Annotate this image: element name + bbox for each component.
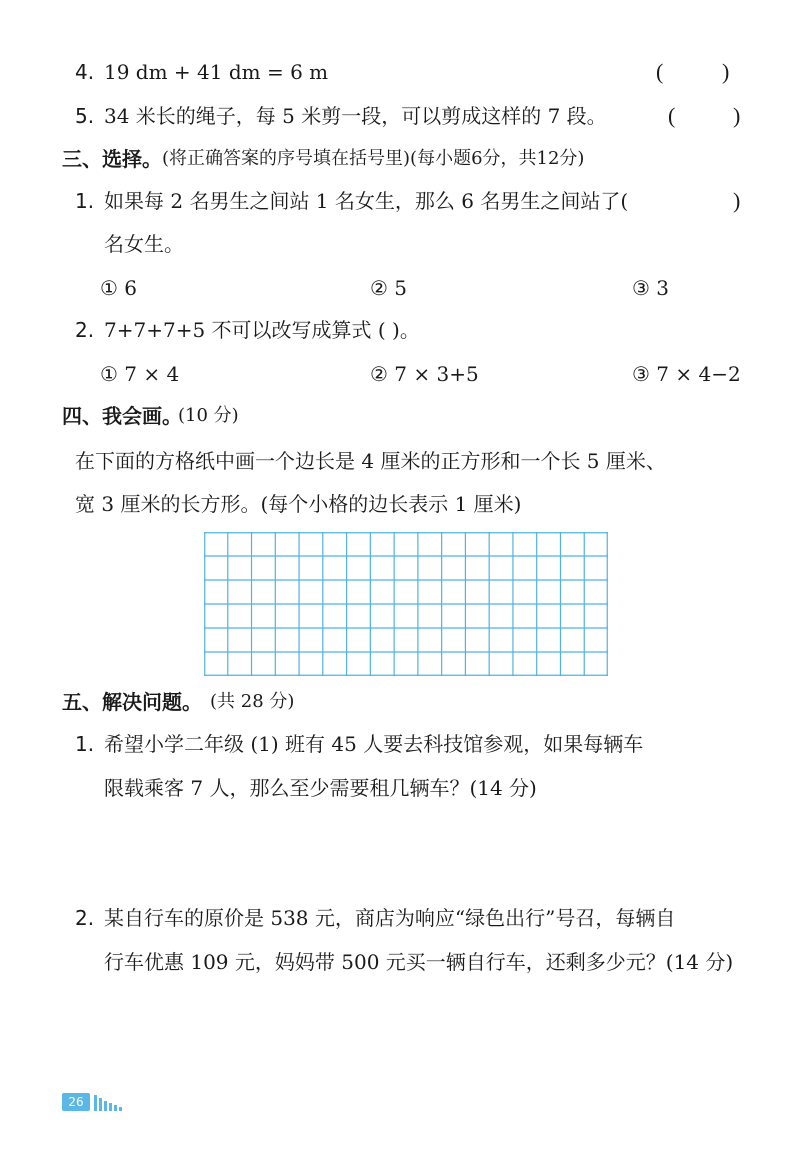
answer-paren-left: ( xyxy=(668,103,676,128)
s5-question-1-line-1 xyxy=(0,724,800,764)
s3-question-1-line-1 xyxy=(0,181,800,221)
question-text: 7+7+7+5 不可以改写成算式 ( )。 xyxy=(104,318,420,342)
question-text: 限载乘客 7 人，那么至少需要租几辆车？(14 分) xyxy=(104,776,537,800)
question-text: 行车优惠 109 元，妈妈带 500 元买一辆自行车，还剩多少元？(14 分) xyxy=(104,950,734,974)
answer-paren-right: ) xyxy=(733,188,741,213)
s3-question-1-line-2 xyxy=(0,224,800,264)
question-number: 2. xyxy=(75,906,95,930)
question-5 xyxy=(0,96,800,136)
option-3: ③ 3 xyxy=(632,276,670,300)
s4-instruction-line-2 xyxy=(0,484,800,524)
s3-question-2-options xyxy=(0,354,800,394)
question-number: 4. xyxy=(75,60,95,84)
s5-question-2-line-2 xyxy=(0,942,800,982)
question-number: 1. xyxy=(75,189,95,213)
page-number: 26 xyxy=(62,1093,90,1111)
question-number: 1. xyxy=(75,732,95,756)
section-title: 四、我会画。 xyxy=(62,404,182,428)
question-number: 2. xyxy=(75,318,95,342)
question-text: 19 dm + 41 dm = 6 m xyxy=(104,60,329,84)
grid-paper[interactable] xyxy=(204,532,608,676)
bars-decoration-icon xyxy=(94,1093,124,1111)
instruction-text: 在下面的方格纸中画一个边长是 4 厘米的正方形和一个长 5 厘米、 xyxy=(75,449,666,473)
question-text: 34 米长的绳子，每 5 米剪一段，可以剪成这样的 7 段。 xyxy=(104,104,607,128)
question-text: 某自行车的原价是 538 元，商店为响应“绿色出行”号召，每辆自 xyxy=(104,906,676,930)
section-note: (10 分) xyxy=(178,405,239,426)
s3-question-2 xyxy=(0,310,800,350)
s5-question-1-line-2 xyxy=(0,768,800,808)
s3-question-1-options xyxy=(0,268,800,308)
instruction-text: 宽 3 厘米的长方形。(每个小格的边长表示 1 厘米) xyxy=(75,492,522,516)
question-4 xyxy=(0,52,800,92)
section-5-heading xyxy=(0,682,800,722)
option-1: ① 7 × 4 xyxy=(100,362,180,386)
option-3: ③ 7 × 4−2 xyxy=(632,362,741,386)
section-3-heading xyxy=(0,139,800,179)
section-title: 五、解决问题。 xyxy=(62,690,202,714)
section-title: 三、选择。 xyxy=(62,147,162,171)
s5-question-2-line-1 xyxy=(0,898,800,938)
s4-instruction-line-1 xyxy=(0,441,800,481)
question-number: 5. xyxy=(75,104,95,128)
section-note: (共 28 分) xyxy=(210,691,295,712)
option-1: ① 6 xyxy=(100,276,138,300)
answer-paren-left: ( xyxy=(656,59,664,84)
answer-paren-right: ) xyxy=(733,103,741,128)
section-note: (将正确答案的序号填在括号里)(每小题6分，共12分) xyxy=(162,148,585,169)
question-text: 名女生。 xyxy=(104,232,184,256)
question-text: 如果每 2 名男生之间站 1 名女生，那么 6 名男生之间站了( xyxy=(104,189,629,213)
section-4-heading xyxy=(0,396,800,436)
option-2: ② 5 xyxy=(370,276,408,300)
option-2: ② 7 × 3+5 xyxy=(370,362,479,386)
question-text: 希望小学二年级 (1) 班有 45 人要去科技馆参观，如果每辆车 xyxy=(104,732,644,756)
answer-paren-right: ) xyxy=(722,59,730,84)
